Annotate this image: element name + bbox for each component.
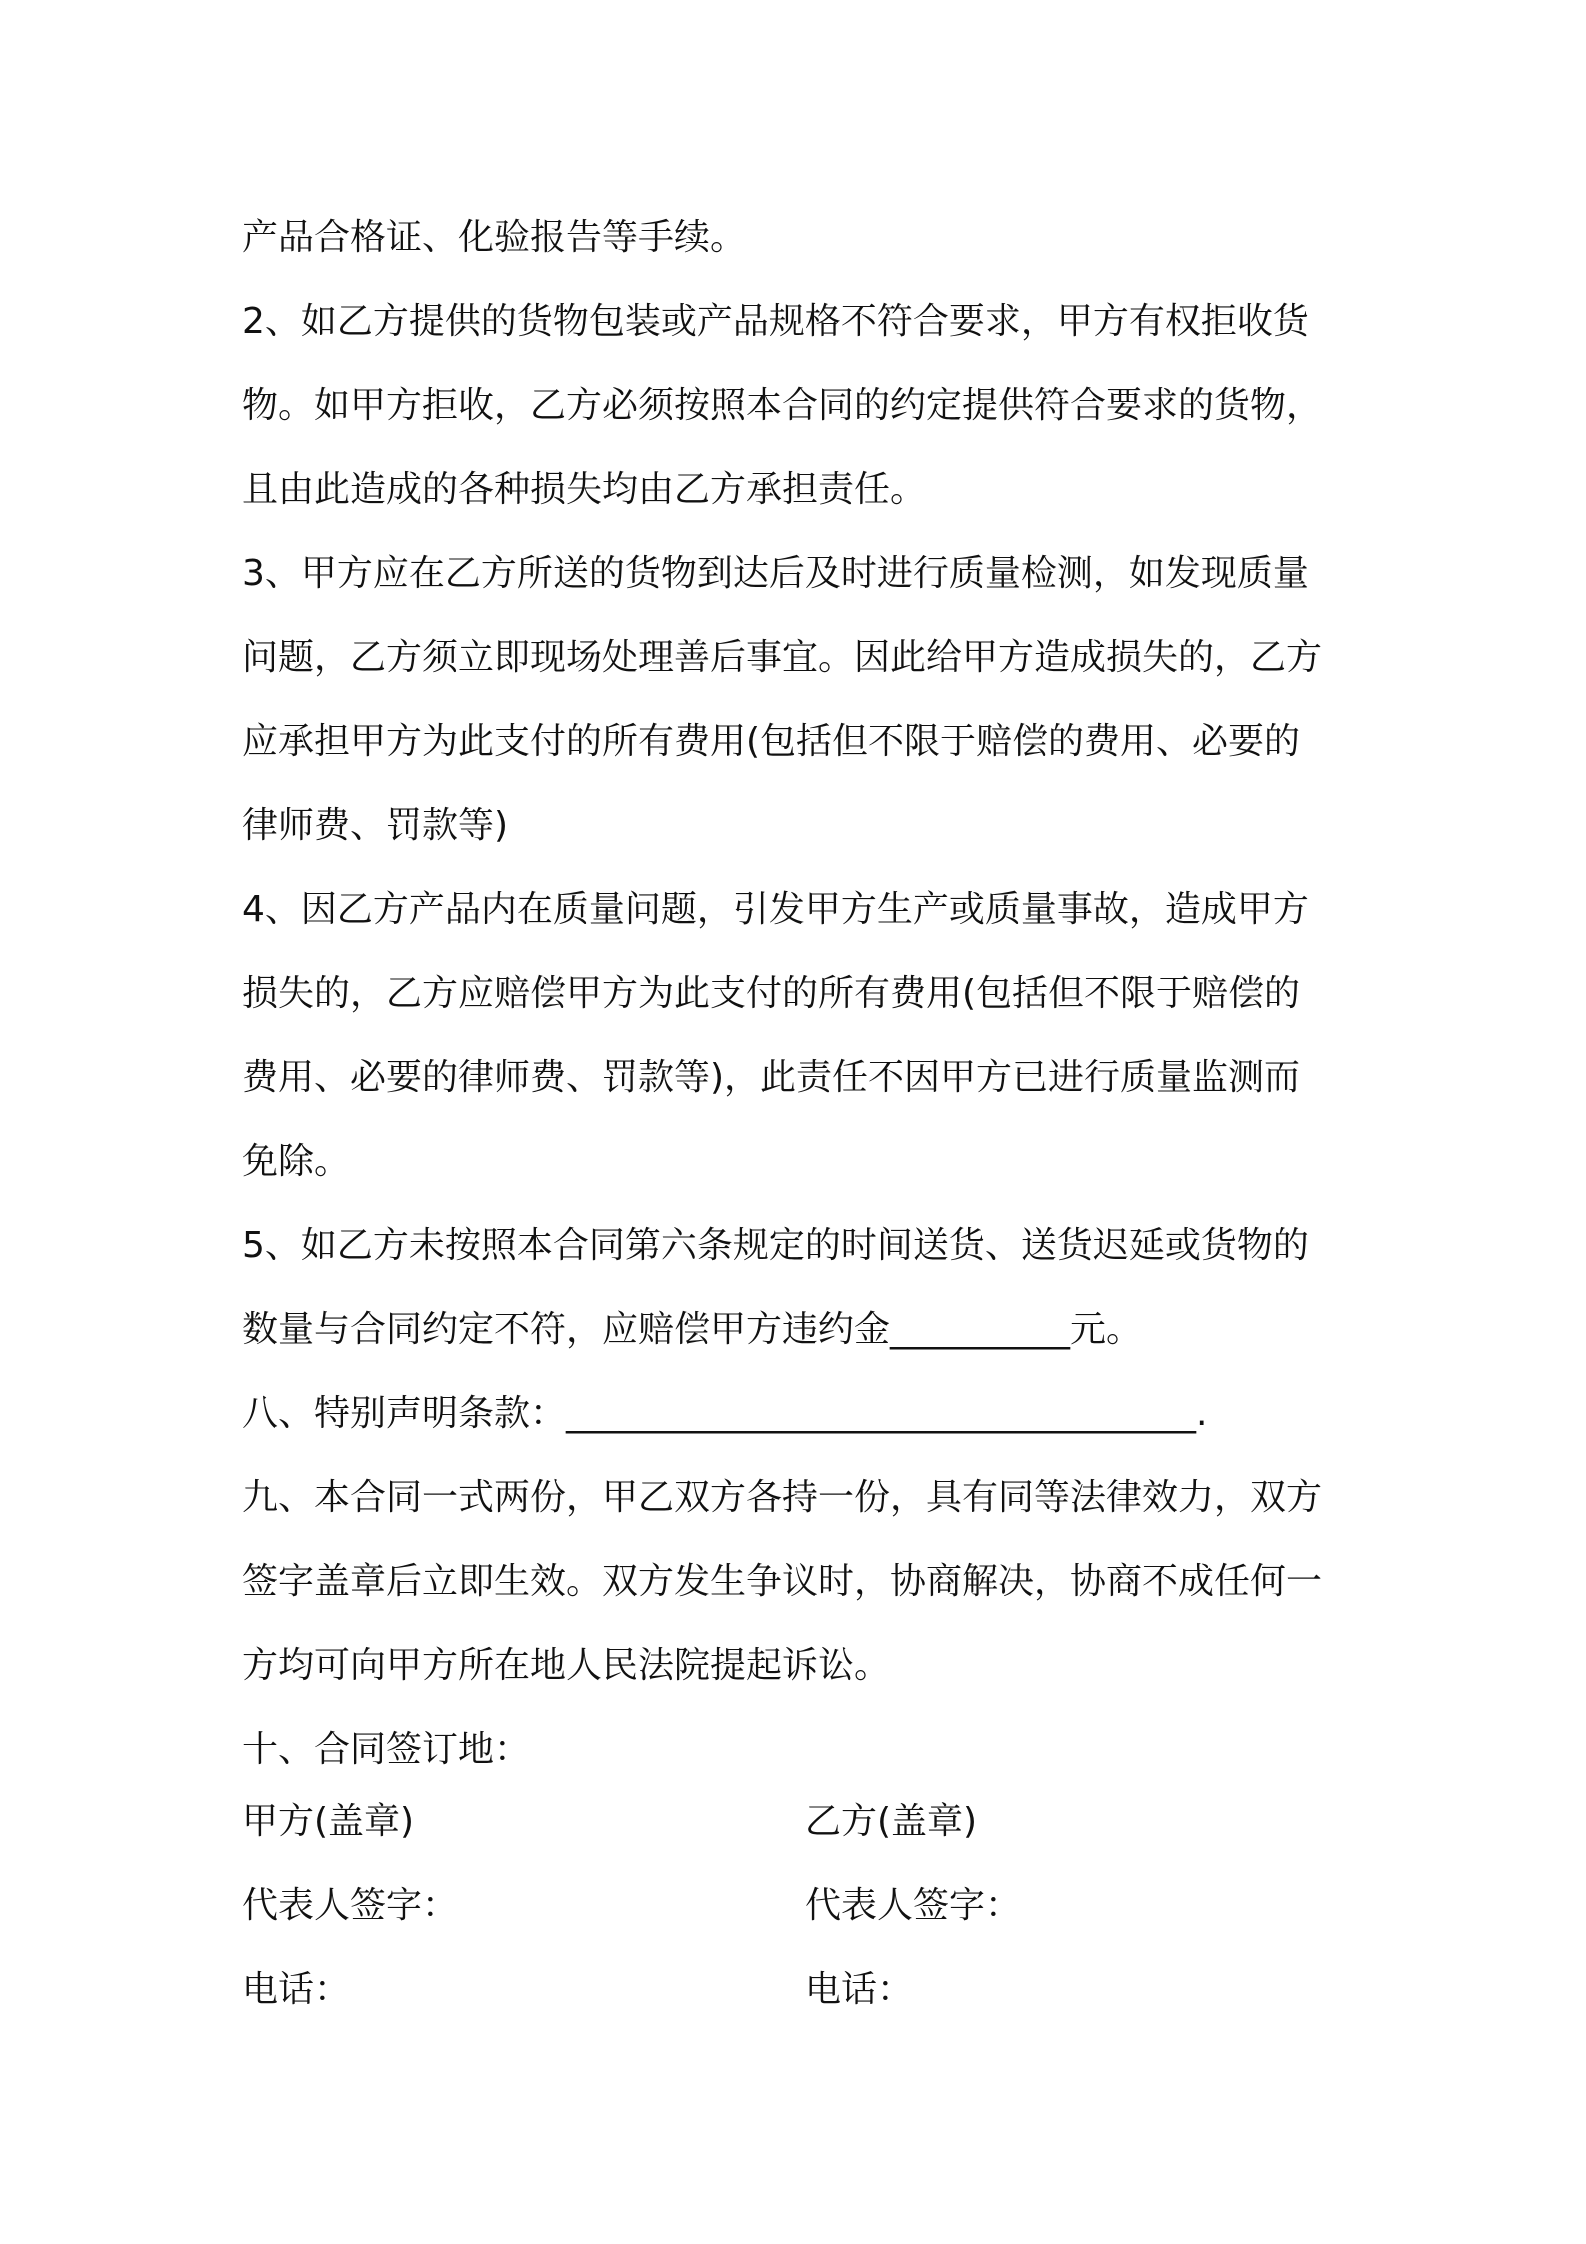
clause-5-line-1: 5、如乙方未按照本合同第六条规定的时间送货、送货迟延或货物的 — [242, 1225, 1309, 1266]
clause-4-line-3: 费用、必要的律师费、罚款等)，此责任不因甲方已进行质量监测而 — [242, 1057, 1301, 1098]
article-9-line-3: 方均可向甲方所在地人民法院提起诉讼。 — [242, 1645, 891, 1686]
clause-3-line-1: 3、甲方应在乙方所送的货物到达后及时进行质量检测，如发现质量 — [242, 553, 1309, 594]
clause-2-line-3: 且由此造成的各种损失均由乙方承担责任。 — [242, 469, 927, 510]
article-8-special-terms: 八、特别声明条款：___________________________________. — [242, 1393, 1208, 1434]
clause-4-line-1: 4、因乙方产品内在质量问题，引发甲方生产或质量事故，造成甲方 — [242, 889, 1309, 930]
clause-2-line-2: 物。如甲方拒收，乙方必须按照本合同的约定提供符合要求的货物， — [242, 385, 1323, 426]
clause-4-line-2: 损失的，乙方应赔偿甲方为此支付的所有费用(包括但不限于赔偿的 — [242, 973, 1301, 1014]
party-a-phone-label: 电话： — [242, 1969, 351, 2010]
party-a-seal-label: 甲方(盖章) — [242, 1801, 415, 1842]
party-b-seal-label: 乙方(盖章) — [805, 1801, 978, 1842]
article-10-signing-place: 十、合同签订地： — [242, 1729, 531, 1770]
party-b-representative-label: 代表人签字： — [805, 1885, 1022, 1926]
party-b-phone-label: 电话： — [805, 1969, 914, 2010]
text-line: 产品合格证、化验报告等手续。 — [242, 217, 747, 258]
contract-body — [242, 196, 1352, 1792]
clause-3-line-2: 问题，乙方须立即现场处理善后事宜。因此给甲方造成损失的，乙方 — [242, 637, 1323, 678]
party-a-representative-label: 代表人签字： — [242, 1885, 459, 1926]
clause-3-line-3: 应承担甲方为此支付的所有费用(包括但不限于赔偿的费用、必要的 — [242, 721, 1301, 762]
representative-row — [242, 1864, 1352, 1948]
clause-2-line-1: 2、如乙方提供的货物包装或产品规格不符合要求，甲方有权拒收货 — [242, 301, 1309, 342]
clause-5-line-2: 数量与合同约定不符，应赔偿甲方违约金__________元。 — [242, 1309, 1143, 1350]
article-9-line-2: 签字盖章后立即生效。双方发生争议时，协商解决，协商不成任何一 — [242, 1561, 1323, 1602]
signature-block — [242, 1780, 1352, 2032]
seal-row — [242, 1780, 1352, 1864]
article-9-line-1: 九、本合同一式两份，甲乙双方各持一份，具有同等法律效力，双方 — [242, 1477, 1323, 1518]
phone-row — [242, 1948, 1352, 2032]
clause-3-line-4: 律师费、罚款等) — [242, 805, 509, 846]
clause-4-line-4: 免除。 — [242, 1141, 351, 1182]
